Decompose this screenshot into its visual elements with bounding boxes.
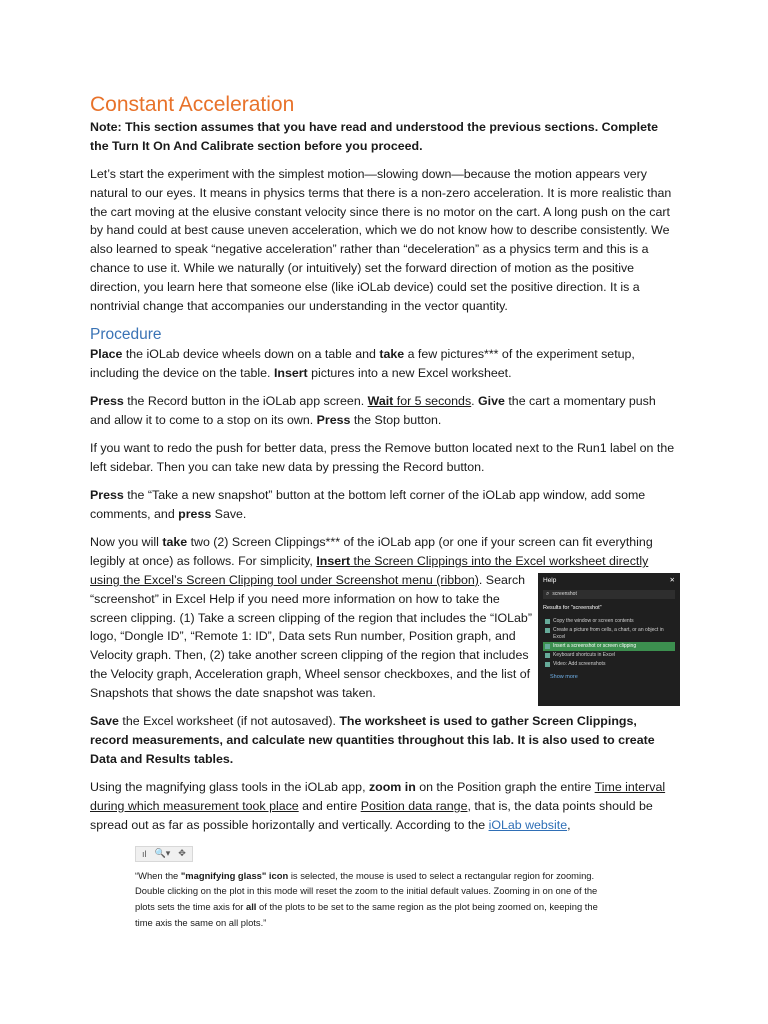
step-place: Place the iOLab device wheels down on a table and take a few pictures*** of the experiment setup, including the device on the table. Insert pictures into a new Excel worksheet. bbox=[90, 346, 635, 380]
iolab-website-link[interactable]: iOLab website bbox=[488, 817, 568, 832]
help-result-item[interactable]: Video: Add screenshots bbox=[543, 660, 675, 669]
iolab-toolbar bbox=[135, 846, 193, 862]
note-paragraph bbox=[90, 118, 678, 156]
search-icon: ⌕ bbox=[546, 590, 550, 597]
note-text: Note: This section assumes that you have read and understood the previous sections. Complete the Turn It On And Calibrate section before you proceed. bbox=[90, 120, 659, 153]
document-page bbox=[90, 92, 678, 930]
help-search-input[interactable]: screenshot bbox=[552, 590, 577, 597]
page-title: Constant Acceleration bbox=[90, 93, 295, 116]
magnifying-glass-icon[interactable]: 🔍▾ bbox=[154, 848, 171, 859]
step-record: Press the Record button in the iOLab app screen. Wait for 5 seconds. Give the cart a momentary push and allow it to come to a stop on its own. Press the Stop button. bbox=[90, 394, 656, 427]
step-save: Save the Excel worksheet (if not autosaved). The worksheet is used to gather Screen Clippings, record measurements, and calculate new quantities throughout this lab. It is also used to create Data and Results tables. bbox=[90, 714, 655, 766]
step-snapshot: Press the “Take a new snapshot” button at the bottom left corner of the iOLab app window, add some comments, and press Save. bbox=[90, 488, 646, 522]
help-result-item[interactable]: Create a picture from cells, a chart, or an object in Excel bbox=[543, 626, 675, 642]
move-icon[interactable]: ✥ bbox=[178, 848, 186, 859]
help-title: Help bbox=[543, 576, 557, 584]
intro-paragraph: Let’s start the experiment with the simplest motion—slowing down—because the motion appears very natural to our eyes. It means in physics terms that there is a non-zero acceleration. It is more realistic than the cart moving at the elusive constant velocity since there is no motor on the cart. A long push on the cart by hand could at best cause uneven acceleration, which we do not know how to describe consistently. We also learned to speak “negative acceleration” rather than “deceleration” as a physics term and this is a chance to use it. While we naturally (or intuitively) set the forward direction of motion as the positive direction, you learn here that someone else (like iOLab device) could set the positive direction. It is a nontrivial change that accompanies our understanding in the vector quantity. bbox=[90, 167, 672, 313]
chart-icon[interactable]: ıl bbox=[142, 848, 147, 859]
excel-help-screenshot bbox=[538, 573, 680, 706]
help-result-item-selected[interactable]: Insert a screenshot or screen clipping bbox=[543, 642, 675, 651]
help-result-item[interactable]: Keyboard shortcuts in Excel bbox=[543, 651, 675, 660]
close-icon[interactable]: ✕ bbox=[669, 576, 675, 584]
step-screen-clipping: Now you will take two (2) Screen Clippings*** of the iOLab app (or one if your screen can fit everything legibly at once) as follows. For simplicity, Insert the Screen Clippings into the Excel worksheet directly using the Excel’s Screen Clipping tool under Screenshot menu (ribbon) Help ✕ ⌕ screenshot Results for "screenshot" Copy the window or screen contents Create a picture from cells, a chart, or an object in Excel Insert a screenshot or screen clipping Keyboard shortcuts in Excel Video: Add screenshots Show more . Search “screenshot” in Excel Help if you need more information on how to take the screen clipping. (1) Take a screen clipping of the region that includes the “IOLab” logo, “Dongle ID”, “Remote 1: ID”, Data sets Run number, Position graph, and Velocity graph. Then, (2) take another screen clipping of the region that includes the Velocity graph, Acceleration graph, Wheel sensor checkboxes, and the list of Snapshots that shows the date snapshot was taken. bbox=[90, 533, 678, 702]
procedure-heading: Procedure bbox=[90, 325, 162, 343]
help-result-item[interactable]: Copy the window or screen contents bbox=[543, 617, 675, 626]
iolab-quote-block bbox=[135, 844, 605, 930]
quote-text: “When the "magnifying glass" icon is selected, the mouse is used to select a rectangular region for zooming. Double clicking on the plot in this mode will reset the zoom to the initial default values. Zooming in on one of the plots sets the time axis for all of the plots to be set to the same region as the plot being zoomed on, keeping the time axis the same on all plots.” bbox=[135, 869, 598, 928]
show-more-link[interactable]: Show more bbox=[550, 673, 578, 680]
results-header: Results for "screenshot" bbox=[543, 604, 602, 611]
step-zoom: Using the magnifying glass tools in the iOLab app, zoom in on the Position graph the entire Time interval during which measurement took place and entire Position data range, that is, the data points should be spread out as far as possible horizontally and vertically. According to the iOLab website, bbox=[90, 779, 666, 832]
step-redo: If you want to redo the push for better data, press the Remove button located next to the Run1 label on the left sidebar. Then you can take new data by pressing the Record button. bbox=[90, 441, 675, 474]
